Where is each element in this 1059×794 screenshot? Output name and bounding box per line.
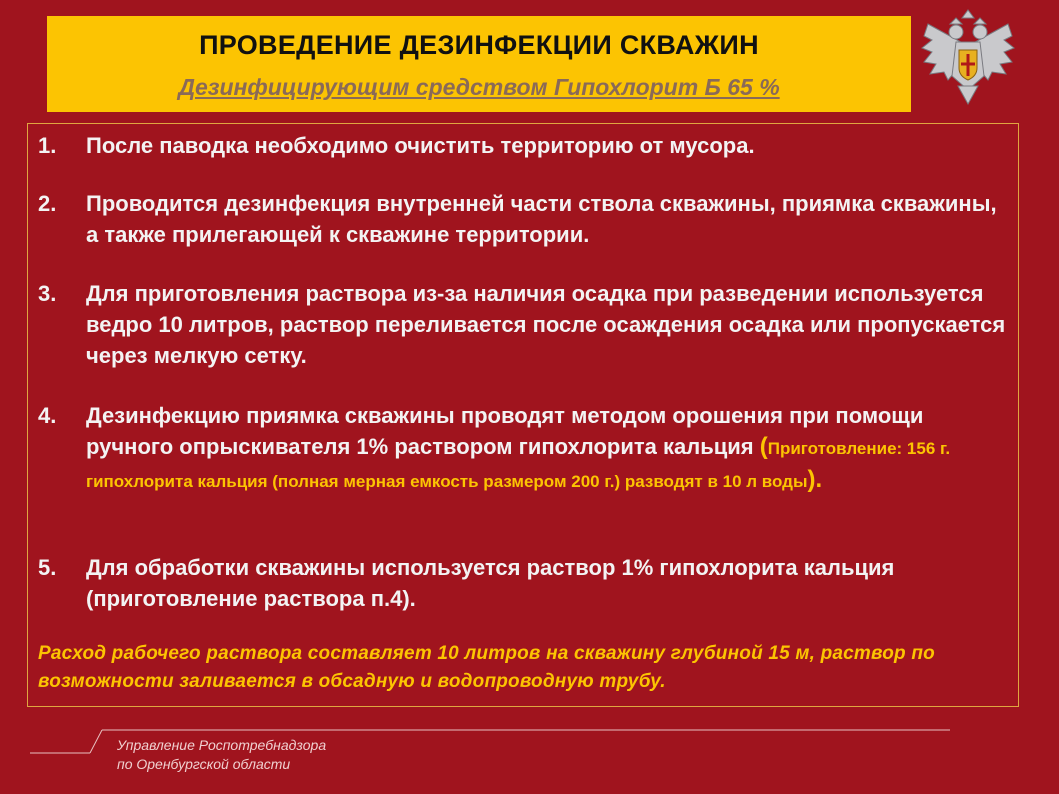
list-item-text: Для обработки скважины используется раствор 1% гипохлорита кальция (приготовление раствора п.4).: [86, 555, 895, 611]
list-item-number: 4.: [38, 403, 57, 428]
list-item-text: Проводится дезинфекция внутренней части ствола скважины, приямка скважины, а также прилегающей к скважине территории.: [86, 191, 997, 247]
consumption-note: Расход рабочего раствора составляет 10 литров на скважину глубиной 15 м, раствор по возможности заливается в обсадную и водопроводную трубу.: [38, 643, 935, 692]
organization-name: [117, 736, 326, 774]
organization-line-2: по Оренбургской области: [117, 756, 291, 772]
organization-line-1: Управление Роспотребнадзора: [117, 737, 327, 753]
coat-of-arms-icon: [918, 6, 1018, 108]
list-item-text: [86, 400, 1006, 497]
list-item-number: 1.: [38, 133, 57, 158]
list-item-number: 2.: [38, 191, 57, 216]
paren-close: ).: [807, 466, 823, 493]
preparation-note: Приготовление: 156 г. гипохлорита кальция (полная мерная емкость размером 200 г.) разводят в 10 л воды: [86, 439, 951, 491]
list-item-number: 5.: [38, 555, 57, 580]
page-title: ПРОВЕДЕНИЕ ДЕЗИНФЕКЦИИ СКВАЖИН: [199, 30, 759, 60]
list-item-main-text: Дезинфекцию приямка скважины проводят методом орошения при помощи ручного опрыскивателя 1% раствором гипохлорита кальция: [86, 403, 924, 459]
list-item-text: После паводка необходимо очистить территорию от мусора.: [86, 133, 755, 158]
list-item-number: 3.: [38, 281, 57, 306]
list-item-text: Для приготовления раствора из-за наличия осадка при разведении используется ведро 10 литров, раствор переливается после осаждения осадка или пропускается через мелкую сетку.: [86, 281, 1006, 368]
title-banner: [47, 16, 911, 112]
paren-open: (: [759, 433, 768, 460]
content-panel: [27, 123, 1019, 707]
page-subtitle: Дезинфицирующим средством Гипохлорит Б 65 %: [178, 74, 780, 100]
